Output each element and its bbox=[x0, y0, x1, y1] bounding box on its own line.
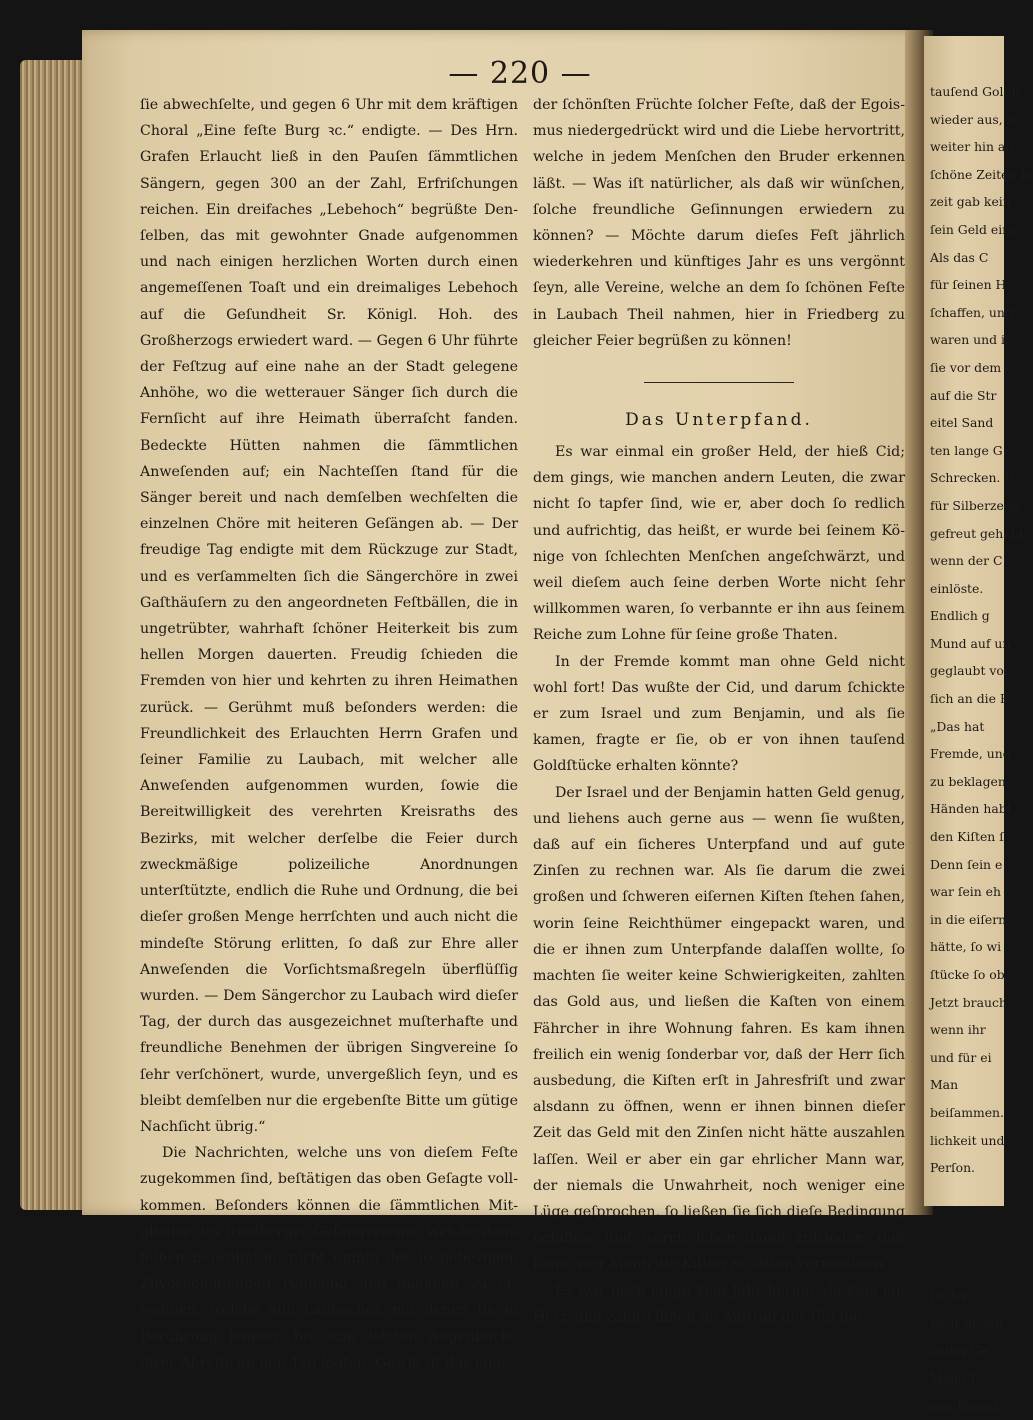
facing-page-line: Denn ſein e bbox=[930, 856, 1003, 872]
facing-page-line: tauſend Goldſt bbox=[930, 84, 1021, 99]
facing-page-line: ſchöne Zeiten fü bbox=[930, 166, 1033, 182]
facing-page-line: ten lange G bbox=[930, 442, 1003, 458]
facing-page-line: Endlich g bbox=[930, 608, 990, 624]
paragraph: Es war einmal ein großer Held, der hieß Cid; dem gings, wie manchen andern Leuten, die zwar nicht ſo tapfer ſind, wie er, aber doch ſo redlich und aufrichtig, das heißt, er wurde bei ſeinem Könige von ſchlechten Menſchen angeſchwärzt, und weil dieſem auch ſeine derben Worte nicht ſehr willkommen waren, ſo verbannte er ihn aus ſeinem Reiche zum Lohne für ſeine große Thaten. bbox=[533, 444, 905, 644]
facing-page-line: und für ei bbox=[930, 1049, 992, 1065]
facing-page-line: waren und il bbox=[930, 332, 1009, 348]
paragraph: Die Nachrichten, welche uns von dieſem Feſte zugekommen ſind, beſtätigen das oben Geſagte vollkommen. Beſonders können die ſämmtlichen Mitglieder des friedberger Geſangvereins, welche demſelben beiwohnten, nicht umhin der ſo liebevollen Zuvorkommenheit rühmend und dankend zu erwähnen, welche alle Laubacher, mit denen ſie in Berührung kamen, bis zum letzten Augenblicke ihrer Abreiſe an den Tag legten. Gewiß iſt das eine bbox=[140, 1145, 518, 1371]
left-text-column bbox=[140, 92, 518, 1376]
facing-page-line: in die eiſern bbox=[930, 911, 1007, 927]
facing-page-line: hätte, ſo wi bbox=[930, 939, 1002, 955]
facing-page-line: auf die Str bbox=[930, 387, 997, 403]
facing-page-line: für Silberzeug bbox=[930, 497, 1020, 513]
facing-page-line: lichkeit und bbox=[930, 1132, 1005, 1148]
paragraph: Es war noch lange kein Jahr herum, da kam ein Herr, und zahlte ihnen im Auftrag des Cid die bbox=[533, 1282, 905, 1325]
paragraph: ſie abwechſelte, und gegen 6 Uhr mit dem kräftigen Choral „Eine feſte Burg ꝛc.“ endigte. — Des Hrn. Grafen Erlaucht ließ in den Pauſen ſämmtlichen Sängern, gegen 300 an der Zahl, Erfriſchungen reichen. Ein dreifaches „Lebehoch“ begrüßte Denſelben, das mit gewohnter Gnade aufgenommen und nach einigen herzlichen Worten durch einen angemeſſenen Toaſt und ein dreimaliges Lebehoch auf die Geſundheit Sr. Königl. Hoh. des Großherzogs erwiedert ward. — Gegen 6 Uhr führte der Feſtzug auf eine nahe an der Stadt gelegene Anhöhe, wo die wetterauer Sänger ſich durch die Fernſicht auf ihre Heimath überraſcht fanden. Bedeckte Hütten nahmen die ſämmtlichen Anweſenden auf; ein Nachteſſen ſtand für die Sänger bereit und nach demſelben wechſelten die einzelnen Chöre mit heiteren Geſängen ab. — Der freudige Tag endigte mit dem Rückzuge zur Stadt, und es verſammelten ſich die Sängerchöre in zwei Gaſthäuſern zu den angeordneten Feſtbällen, die in ungetrübter, wahrhaft ſchöner Heiterkeit bis zum hellen Morgen dauerten. Freudig ſchieden die Fremden von hier und kehrten zu ihren Heimathen zurück. — Gerühmt muß beſonders werden: die Freundlichkeit des Erlauchten Herrn Grafen und ſeiner Familie zu Laubach, mit welcher alle Anweſenden aufgenommen wurden, ſowie die Bereitwilligkeit des verehrten Kreisraths des Bezirks, mit welcher derſelbe die Feier durch zweckmäßige polizeiliche Anordnungen unterſtützte, endlich die Ruhe und Ordnung, die bei dieſer großen Menge herrſchten und auch nicht die mindeſte Störung erlitten, ſo daß zur Ehre aller Anweſenden die Vorſichtsmaßregeln überflüſſig wurden. — Dem Sängerchor zu Laubach wird dieſer Tag, der durch das ausgezeichnet muſterhafte und freundliche Benehmen der übrigen Singvereine ſo ſehr verſchönert, wurde, unvergeßlich ſeyn, und es bleibt demſelben nur die ergebenſte Bitte um gütige Nachſicht übrig.“ bbox=[140, 97, 518, 1135]
paragraph: der ſchönſten Früchte ſolcher Feſte, daß der Egoismus niedergedrückt wird und die Liebe hervortritt, welche in jedem Menſchen den Bruder erkennen läßt. — Was iſt natürlicher, als daß wir wünſchen, ſolche freundliche Geſinnungen erwiedern zu können? — Möchte darum dieſes Feſt jährlich wiederkehren und künftiges Jahr es uns vergönnt ſeyn, alle Vereine, welche an dem ſo ſchönen Feſte in Laubach Theil nahmen, hier in Friedberg zu gleicher Feier begrüßen zu können! bbox=[533, 97, 905, 349]
facing-page-line: eitel Sand bbox=[930, 415, 994, 431]
facing-page-line: wenn der C bbox=[930, 553, 1003, 569]
facing-page-line: ſchaffen, und bbox=[930, 304, 1013, 320]
facing-page-line bbox=[930, 1182, 1002, 1282]
facing-page-line: Schrecken. D bbox=[930, 470, 1015, 486]
facing-page-line: Jetzt brauch bbox=[930, 994, 1007, 1010]
facing-page-line: zeit gab kein bbox=[930, 194, 1011, 210]
facing-page-line: wieder aus, u bbox=[930, 111, 1015, 127]
facing-page-line: Händen habt. bbox=[930, 801, 1016, 817]
right-text-column bbox=[533, 92, 905, 1330]
facing-page-line: nen-Regen bbox=[930, 1398, 998, 1414]
facing-page-line: gefreut gehabt bbox=[930, 525, 1024, 541]
facing-page-line: einlöste. bbox=[930, 580, 984, 596]
facing-page-line: geglaubt von bbox=[930, 663, 1012, 679]
facing-page-line: ſein Geld eine bbox=[930, 221, 1018, 237]
section-heading: Das Unterpfand. bbox=[625, 410, 813, 431]
facing-page-line: Fremde, und bbox=[930, 746, 1011, 762]
facing-page-line: „Das hat bbox=[930, 718, 985, 734]
facing-page-line: Perſon. bbox=[930, 1160, 976, 1176]
facing-page-line: Mund auf un bbox=[930, 635, 1011, 651]
section-divider bbox=[644, 382, 794, 383]
facing-page-line: Als das C bbox=[930, 249, 989, 265]
facing-page-line: Mond-F bbox=[930, 1370, 979, 1386]
facing-page-line: weiter hin als bbox=[930, 139, 1016, 155]
page-number: — 220 — bbox=[448, 56, 592, 91]
facing-page-line: ſie vor dem bbox=[930, 359, 1002, 375]
facing-page-line: war ſein eh bbox=[930, 884, 1001, 900]
facing-page-line: wenn ihr bbox=[930, 1022, 986, 1038]
facing-page-line: für ſeinen H bbox=[930, 277, 1007, 293]
paragraph: Der Israel und der Benjamin hatten Geld genug, und liehens auch gerne aus — wenn ſie wußten, daß auf ein ſicheres Unterpfand und auf gute Zinſen zu rechnen war. Als ſie darum die zwei großen und ſchweren eiſernen Kiſten ſtehen ſahen, worin ſeine Reichthümer eingepackt waren, und die er ihnen zum Unterpfande dalaſſen wollte, ſo machten ſie weiter keine Schwierigkeiten, zahlten das Gold aus, und ließen die Kaſten von einem Fährcher in ihre Wohnung fahren. Es kam ihnen freilich ein wenig ſonderbar vor, daß der Herr ſich ausbedung, die Kiſten erſt in Jahresfriſt und zwar alsdann zu öffnen, wenn er ihnen binnen dieſer Zeit das Geld mit den Zinſen nicht hätte auszahlen laſſen. Weil er aber ein gar ehrlicher Mann war, der niemals die Unwahrheit, noch weniger eine Lüge geſprochen, ſo ließen ſie ſich dieſe Bedingung gefallen, und waren ſchon damit zufrieden, daß kaum vier Mann die Kiſten zu lüften vermochten. bbox=[533, 784, 905, 1273]
facing-page-line: den Kiſten ſ bbox=[930, 829, 1004, 845]
paragraph: In der Fremde kommt man ohne Geld nicht wohl fort! Das wußte der Cid, und darum ſchickte er zum Israel und zum Benjamin, und als ſie kamen, fragte er ſie, ob er von ihnen tauſend Goldſtücke erhalten könnte? bbox=[533, 653, 905, 775]
facing-page-line: Man bbox=[930, 1077, 959, 1093]
facing-page-line: beiſammen. bbox=[930, 1104, 1004, 1120]
facing-page-line: In der bbox=[930, 1287, 969, 1303]
facing-page-line: in der Ge bbox=[930, 1342, 989, 1358]
facing-page-line: ſtücke ſo ob bbox=[930, 967, 1005, 982]
facing-page-text-fragments bbox=[930, 78, 1033, 1420]
facing-page-line: ſich an die B bbox=[930, 691, 1009, 707]
facing-page-line: zu beklagen, bbox=[930, 773, 1010, 789]
facing-page-line: zwar gegen bbox=[930, 1315, 1003, 1331]
